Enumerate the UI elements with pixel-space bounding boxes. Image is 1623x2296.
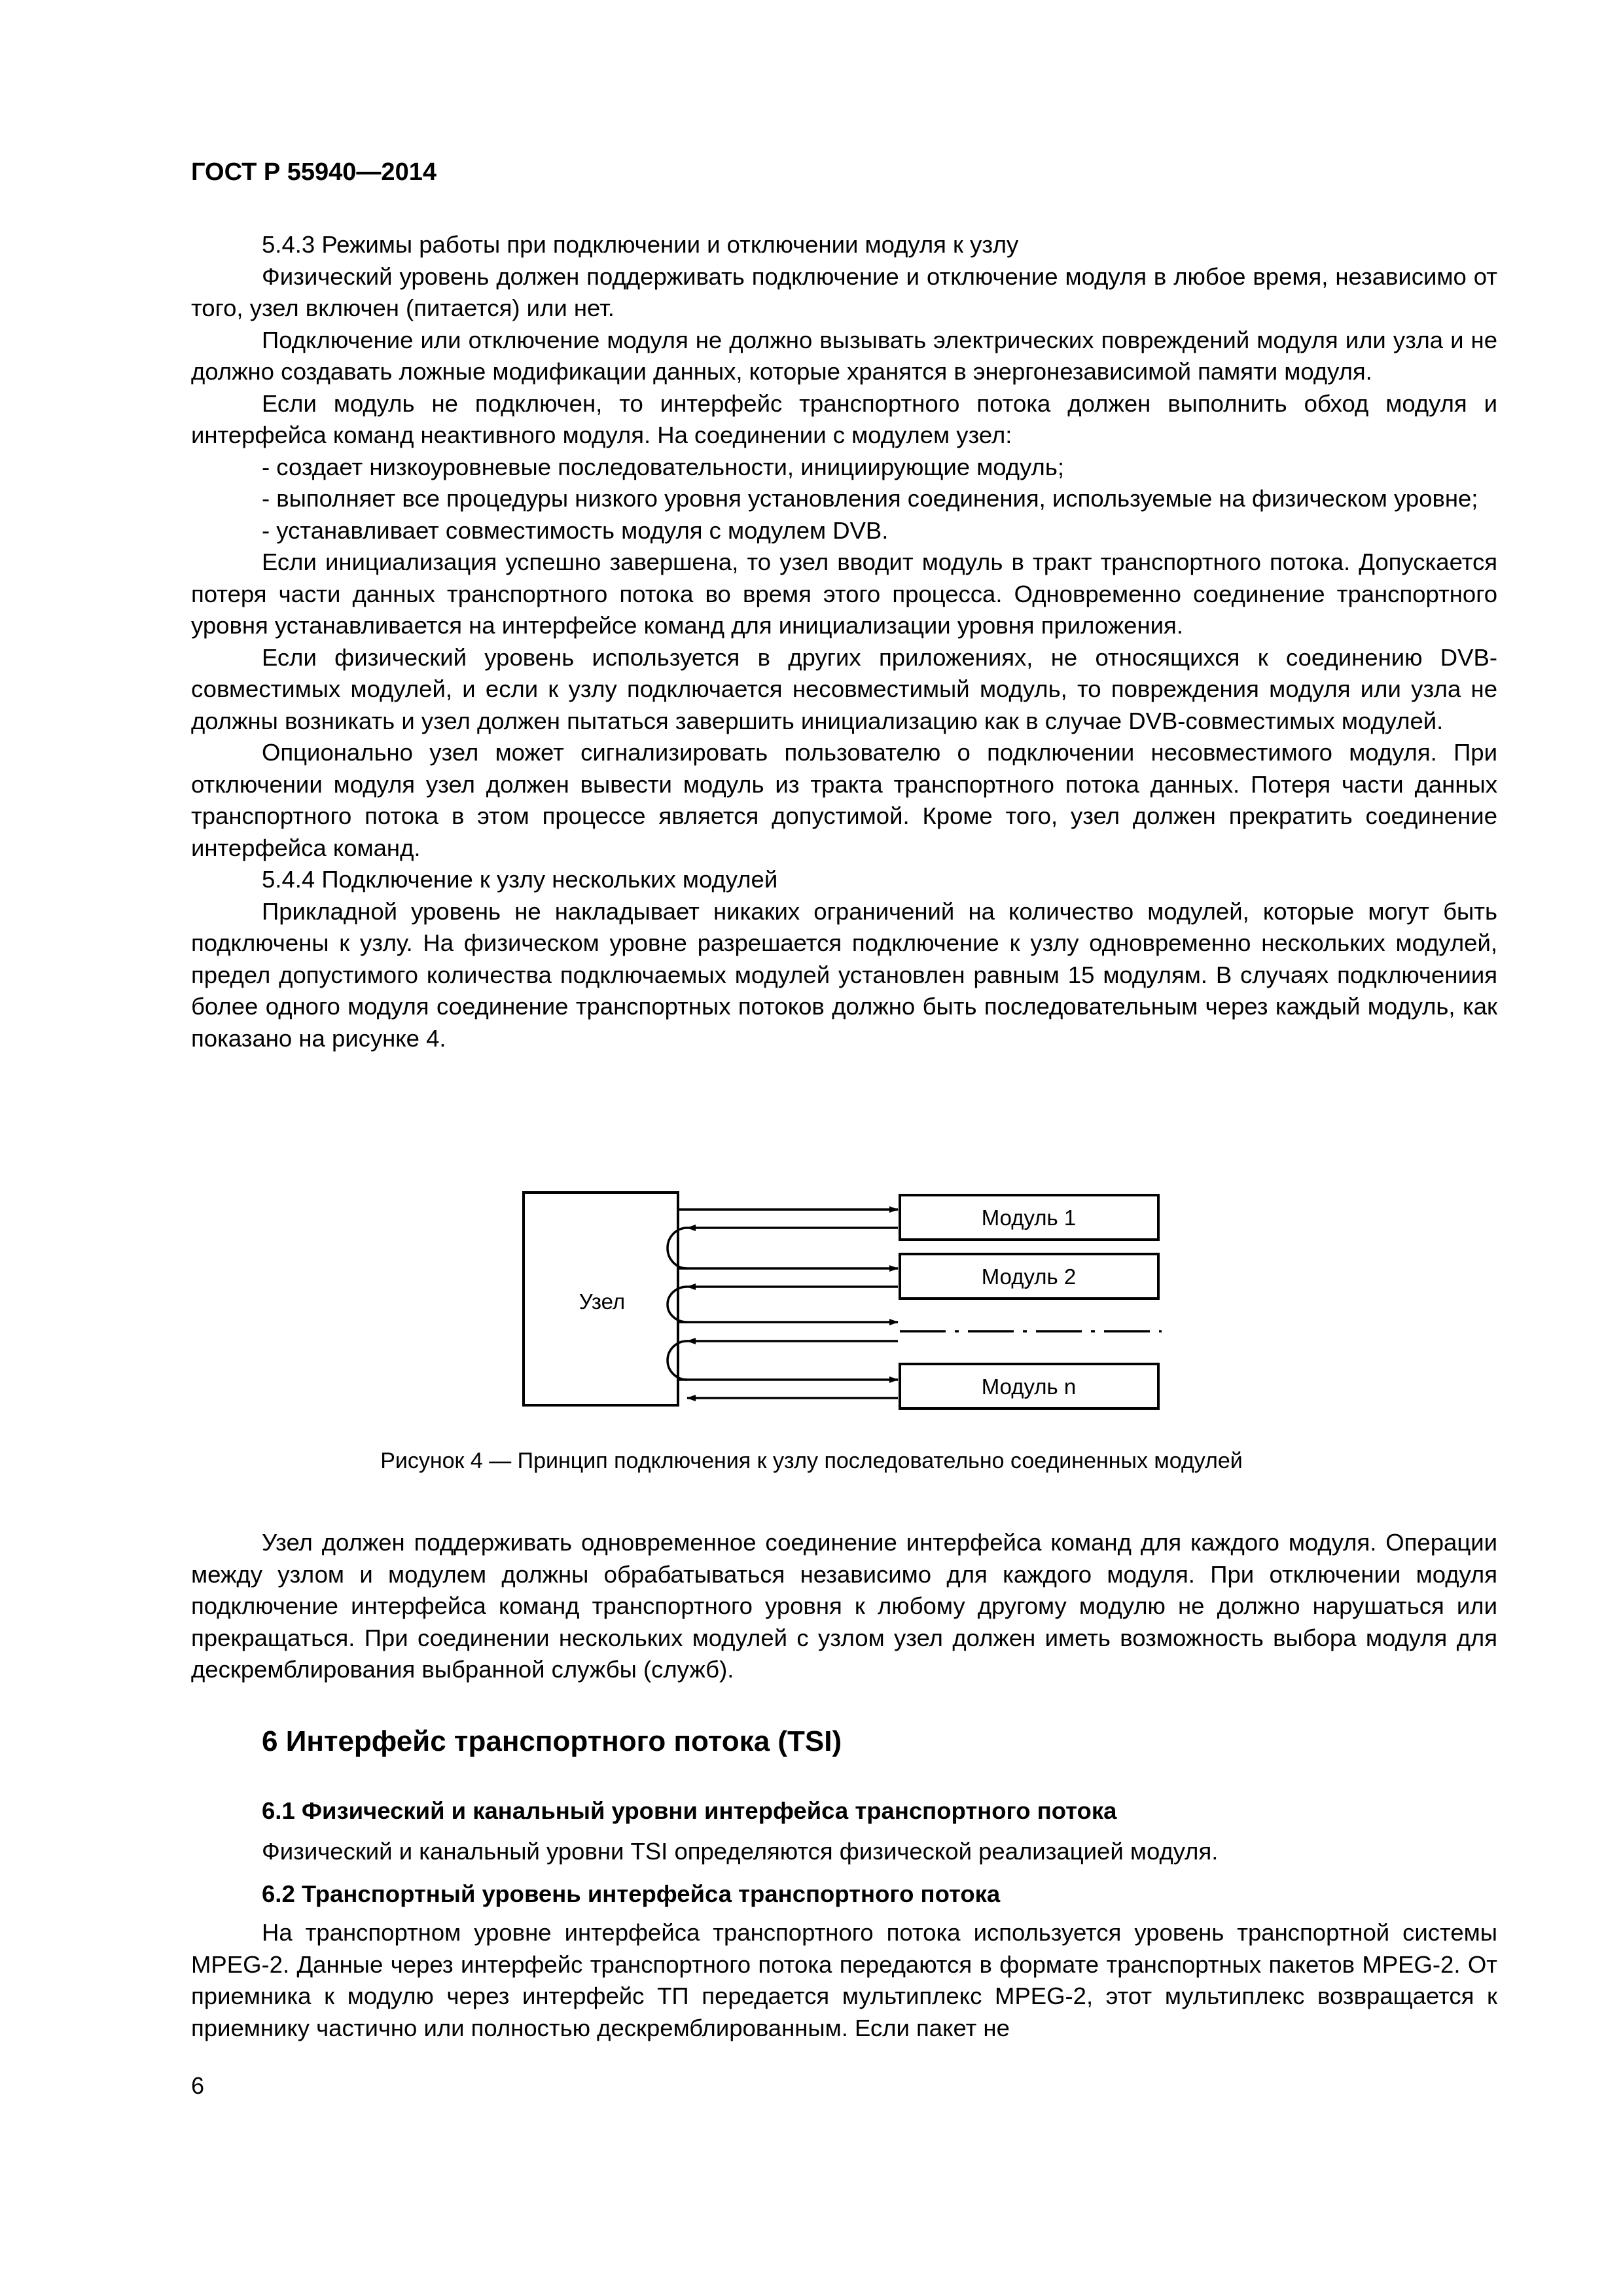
paragraph: На транспортном уровне интерфейса транспортного потока используется уровень транспортной системы MPEG-2. Данные через интерфейс транспортного потока передаются в формате транспортных пакетов MPEG-2. От приемника к модулю через интерфейс ТП передается мультиплекс MPEG-2, этот мультиплекс возвращается к приемнику частично или полностью дескремблированным. Если пакет не	[191, 1919, 1497, 2041]
connection-diagram	[0, 1191, 1623, 1446]
list-item: - выполняет все процедуры низкого уровня установления соединения, используемые на физическом уровне;	[262, 485, 1478, 512]
paragraph: Опционально узел может сигнализировать пользователю о подключении несовместимого модуля. При отключении модуля узел должен вывести модуль из тракта транспортного потока данных. Потеря части данных транспортного потока в этом процессе является допустимой. Кроме того, узел должен прекратить соединение интерфейса команд.	[191, 739, 1497, 861]
page-number: 6	[191, 2072, 205, 2099]
section-6-2-heading: 6.2 Транспортный уровень интерфейса транспортного потока	[262, 1880, 1001, 1907]
section-5-4-3-text	[191, 229, 1497, 1054]
paragraph: Прикладной уровень не накладывает никаких ограничений на количество модулей, которые могут быть подключены к узлу. На физическом уровне разрешается подключение к узлу одновременно нескольких модулей, предел допустимого количества подключаемых модулей установлен равным 15 модулям. В случаях подключениия более одного модуля соединение транспортных потоков должно быть последовательным через каждый модуль, как показано на рисунке 4.	[191, 897, 1497, 1052]
after-figure-text	[191, 1527, 1497, 1686]
section-6-1-text: Физический и канальный уровни TSI определяются физической реализацией модуля.	[262, 1838, 1219, 1865]
section-6-1-heading: 6.1 Физический и канальный уровни интерфейса транспортного потока	[262, 1797, 1117, 1824]
list-item: - устанавливает совместимость модуля с модулем DVB.	[262, 516, 889, 544]
paragraph: Узел должен поддерживать одновременное соединение интерфейса команд для каждого модуля. Операции между узлом и модулем должны обрабатываться независимо для каждого модуля. При отключении модуля подключение интерфейса команд транспортного уровня к любому другому модулю не должно нарушаться или прекращаться. При соединении нескольких модулей с узлом узел должен иметь возможность выбора модуля для дескремблирования выбранной службы (служб).	[191, 1529, 1497, 1683]
list-item: - создает низкоуровневые последовательности, инициирующие модуль;	[262, 453, 1064, 480]
module-n-label: Модуль n	[981, 1374, 1077, 1399]
figure-caption: Рисунок 4 — Принцип подключения к узлу последовательно соединенных модулей	[380, 1448, 1243, 1473]
node-label: Узел	[579, 1289, 626, 1314]
paragraph: Подключение или отключение модуля не должно вызывать электрических повреждений модуля или узла и не должно создавать ложные модификации данных, которые хранятся в энергонезависимой памяти модуля.	[191, 326, 1497, 385]
module-2-label: Модуль 2	[981, 1265, 1077, 1289]
module-1-label: Модуль 1	[981, 1206, 1077, 1230]
paragraph: Если физический уровень используется в других приложениях, не относящихся к соединению DVB-совместимых модулей, и если к узлу подключается несовместимый модуль, то повреждения модуля или узла не должны возникать и узел должен пытаться завершить инициализацию как в случае DVB-совместимых модулей.	[191, 643, 1497, 734]
paragraph: 5.4.3 Режимы работы при подключении и отключении модуля к узлу	[262, 231, 1019, 258]
figure-4-diagram	[0, 1191, 1623, 1446]
paragraph: Физический уровень должен поддерживать подключение и отключение модуля в любое время, независимо от того, узел включен (питается) или нет.	[191, 262, 1497, 321]
paragraph: Если инициализация успешно завершена, то узел вводит модуль в тракт транспортного потока. Допускается потеря части данных транспортного потока во время этого процесса. Одновременно соединение транспортного уровня устанавливается на интерфейсе команд для инициализации уровня приложения.	[191, 548, 1497, 639]
section-6-heading: 6 Интерфейс транспортного потока (TSI)	[262, 1725, 842, 1757]
document-id-header: ГОСТ Р 55940—2014	[191, 158, 437, 186]
section-6-2-text	[191, 1917, 1497, 2044]
paragraph: Если модуль не подключен, то интерфейс транспортного потока должен выполнить обход модуля и интерфейса команд неактивного модуля. На соединении с модулем узел:	[191, 389, 1497, 448]
subsection-heading: 5.4.4 Подключение к узлу нескольких модулей	[262, 866, 778, 893]
